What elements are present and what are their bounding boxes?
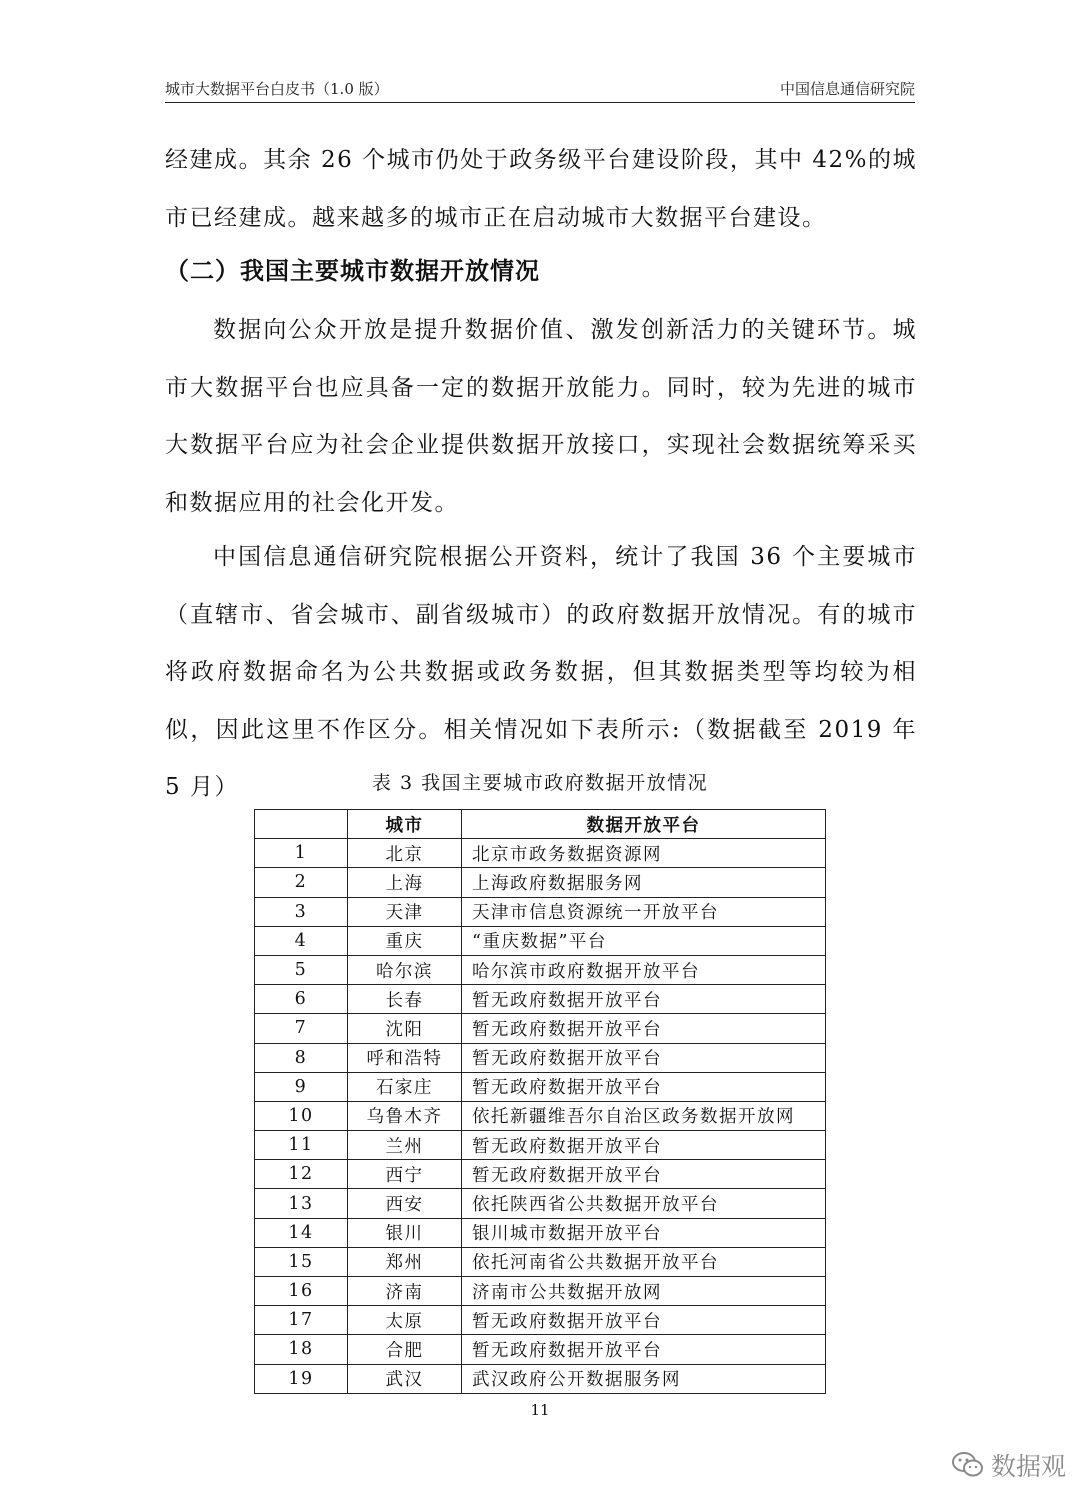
row-platform: 济南市公共数据开放网	[462, 1277, 826, 1306]
row-index: 7	[255, 1014, 348, 1043]
table-row	[255, 1218, 826, 1247]
row-index: 8	[255, 1043, 348, 1072]
table-row	[255, 955, 826, 984]
table-row	[255, 1014, 826, 1043]
row-index: 19	[255, 1364, 348, 1393]
paragraph-intro: 经建成。其余 26 个城市仍处于政务级平台建设阶段，其中 42%的城市已经建成。越来越多的城市正在启动城市大数据平台建设。	[165, 147, 917, 231]
row-city: 西宁	[348, 1160, 462, 1189]
table-row	[255, 1335, 826, 1364]
row-index: 1	[255, 839, 348, 868]
paragraph-data-opening: 数据向公众开放是提升数据价值、激发创新活力的关键环节。城市大数据平台也应具备一定的数据开放能力。同时，较为先进的城市大数据平台应为社会企业提供数据开放接口，实现社会数据统筹采买和数据应用的社会化开发。	[165, 317, 917, 516]
row-platform: 暂无政府数据开放平台	[462, 1335, 826, 1364]
row-city: 沈阳	[348, 1014, 462, 1043]
row-city: 哈尔滨	[348, 955, 462, 984]
header-organization: 中国信息通信研究院	[779, 80, 915, 98]
row-platform: 哈尔滨市政府数据开放平台	[462, 955, 826, 984]
row-platform: 天津市信息资源统一开放平台	[462, 897, 826, 926]
header-platform: 数据开放平台	[462, 810, 826, 839]
row-index: 9	[255, 1072, 348, 1101]
row-platform: 暂无政府数据开放平台	[462, 1043, 826, 1072]
section-heading: （二）我国主要城市数据开放情况	[165, 257, 540, 285]
row-city: 石家庄	[348, 1072, 462, 1101]
table-body	[255, 839, 826, 1394]
table-caption: 表 3 我国主要城市政府数据开放情况	[371, 772, 709, 794]
row-platform: 依托陕西省公共数据开放平台	[462, 1189, 826, 1218]
row-platform: 北京市政务数据资源网	[462, 839, 826, 868]
table-row	[255, 1277, 826, 1306]
header-index	[255, 810, 348, 839]
row-city: 银川	[348, 1218, 462, 1247]
row-platform: 武汉政府公开数据服务网	[462, 1364, 826, 1393]
page-number: 11	[530, 1401, 550, 1419]
row-index: 15	[255, 1247, 348, 1276]
row-platform: 暂无政府数据开放平台	[462, 1014, 826, 1043]
row-platform: 暂无政府数据开放平台	[462, 1160, 826, 1189]
row-platform: 暂无政府数据开放平台	[462, 1306, 826, 1335]
row-platform: 暂无政府数据开放平台	[462, 985, 826, 1014]
page-header	[165, 76, 915, 103]
row-city: 上海	[348, 868, 462, 897]
row-index: 11	[255, 1131, 348, 1160]
table-header-row	[255, 810, 826, 839]
row-index: 12	[255, 1160, 348, 1189]
row-index: 14	[255, 1218, 348, 1247]
row-platform: 暂无政府数据开放平台	[462, 1131, 826, 1160]
row-index: 5	[255, 955, 348, 984]
row-index: 2	[255, 868, 348, 897]
row-index: 4	[255, 926, 348, 955]
row-city: 西安	[348, 1189, 462, 1218]
row-platform: “重庆数据”平台	[462, 926, 826, 955]
table-row	[255, 1364, 826, 1393]
row-city: 合肥	[348, 1335, 462, 1364]
table-row	[255, 868, 826, 897]
row-city: 济南	[348, 1277, 462, 1306]
watermark	[951, 1447, 1066, 1483]
row-platform: 上海政府数据服务网	[462, 868, 826, 897]
row-index: 17	[255, 1306, 348, 1335]
row-platform: 依托新疆维吾尔自治区政务数据开放网	[462, 1101, 826, 1130]
table-row	[255, 897, 826, 926]
paragraph-statistics: 中国信息通信研究院根据公开资料，统计了我国 36 个主要城市（直辖市、省会城市、副省级城市）的政府数据开放情况。有的城市将政府数据命名为公共数据或政务数据，但其数据类型等均较为相似，因此这里不作区分。相关情况如下表所示:（数据截至 2019 年 5 月）	[165, 544, 917, 800]
row-index: 6	[255, 985, 348, 1014]
table-row	[255, 1131, 826, 1160]
row-city: 武汉	[348, 1364, 462, 1393]
header-city: 城市	[348, 810, 462, 839]
row-city: 呼和浩特	[348, 1043, 462, 1072]
table-row	[255, 1189, 826, 1218]
row-city: 太原	[348, 1306, 462, 1335]
row-platform: 暂无政府数据开放平台	[462, 1072, 826, 1101]
row-platform: 银川城市数据开放平台	[462, 1218, 826, 1247]
table-row	[255, 1043, 826, 1072]
row-city: 北京	[348, 839, 462, 868]
table-row	[255, 839, 826, 868]
row-index: 3	[255, 897, 348, 926]
table-row	[255, 1101, 826, 1130]
row-index: 16	[255, 1277, 348, 1306]
table-row	[255, 1247, 826, 1276]
row-city: 重庆	[348, 926, 462, 955]
row-index: 13	[255, 1189, 348, 1218]
table-row	[255, 1306, 826, 1335]
row-city: 天津	[348, 897, 462, 926]
row-city: 长春	[348, 985, 462, 1014]
row-index: 10	[255, 1101, 348, 1130]
header-title: 城市大数据平台白皮书（1.0 版）	[165, 80, 389, 98]
wechat-icon	[951, 1450, 985, 1480]
table-row	[255, 1160, 826, 1189]
table-row	[255, 985, 826, 1014]
row-city: 郑州	[348, 1247, 462, 1276]
row-city: 乌鲁木齐	[348, 1101, 462, 1130]
table-row	[255, 1072, 826, 1101]
row-platform: 依托河南省公共数据开放平台	[462, 1247, 826, 1276]
table-row	[255, 926, 826, 955]
row-index: 18	[255, 1335, 348, 1364]
row-city: 兰州	[348, 1131, 462, 1160]
city-data-table	[254, 809, 826, 1394]
watermark-text: 数据观	[990, 1452, 1066, 1481]
